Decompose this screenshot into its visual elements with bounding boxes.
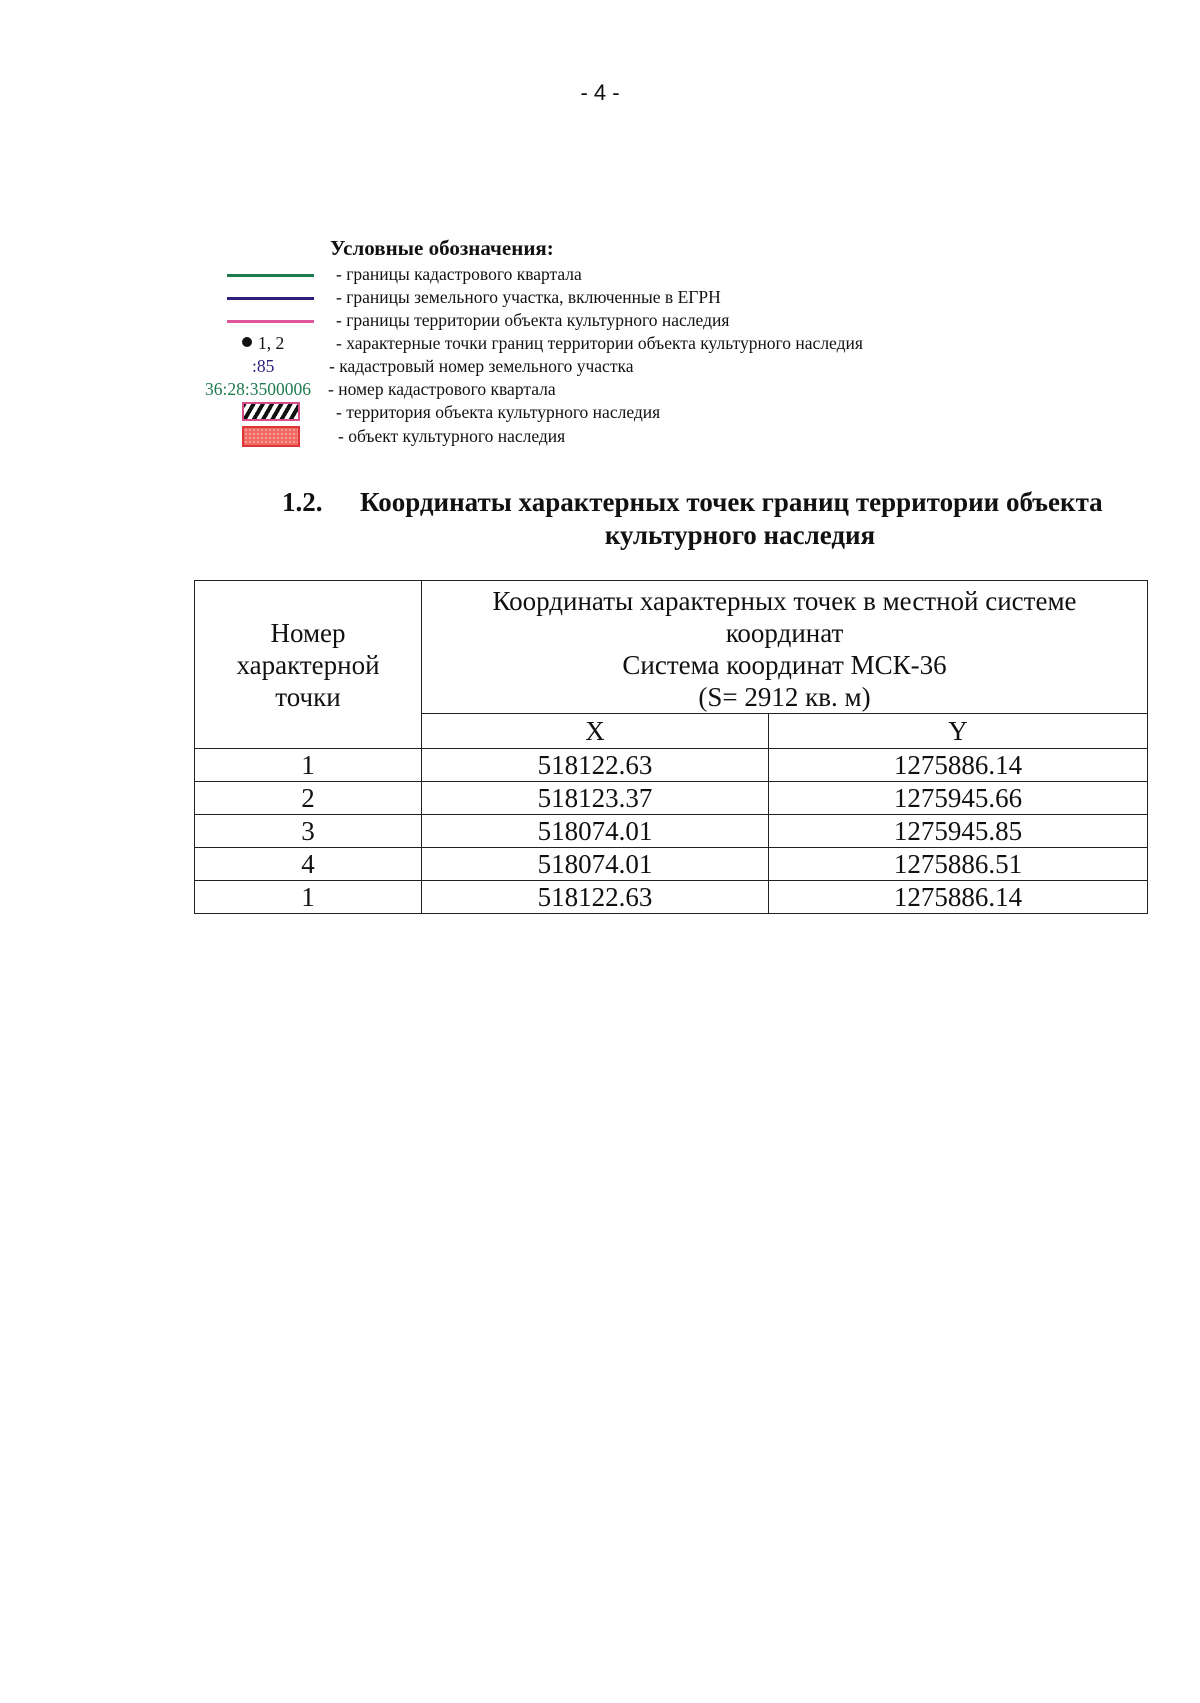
legend-item-heritage-object: - объект культурного наследия: [180, 425, 980, 447]
table-row: [195, 848, 1148, 881]
legend-item-heritage-boundary: - границы территории объекта культурного наследия: [180, 309, 980, 331]
point-number-cell: 1: [195, 749, 422, 782]
y-column-header: Y: [769, 714, 1148, 749]
green-line-icon: [227, 274, 314, 277]
pink-line-icon: [227, 320, 314, 323]
quarter-number-sample: 36:28:3500006: [205, 379, 311, 399]
purple-line-icon: [227, 297, 314, 300]
x-cell: 518123.37: [422, 782, 769, 815]
y-cell: 1275886.14: [769, 881, 1148, 914]
point-number-cell: 2: [195, 782, 422, 815]
legend-title: Условные обозначения:: [330, 236, 554, 260]
legend-item-land-plot: - границы земельного участка, включенные в ЕГРН: [180, 286, 980, 308]
page-number: - 4 -: [580, 80, 620, 105]
section-title-line2: культурного наследия: [604, 520, 876, 550]
point-number-cell: 3: [195, 815, 422, 848]
x-cell: 518122.63: [422, 881, 769, 914]
x-cell: 518074.01: [422, 815, 769, 848]
point-number-header: Номер характерной точки: [195, 581, 422, 749]
table-row: [195, 815, 1148, 848]
y-cell: 1275945.85: [769, 815, 1148, 848]
y-cell: 1275945.66: [769, 782, 1148, 815]
section-number: 1.2.: [282, 487, 323, 517]
section-title-line1: Координаты характерных точек границ территории объекта: [360, 487, 1103, 517]
point-number-cell: 4: [195, 848, 422, 881]
legend-item-quarter-number: 36:28:3500006 - номер кадастрового квартала: [205, 379, 556, 399]
x-column-header: X: [422, 714, 769, 749]
red-fill-icon: [242, 426, 300, 447]
x-cell: 518074.01: [422, 848, 769, 881]
y-cell: 1275886.51: [769, 848, 1148, 881]
legend-item-parcel-number: :85 - кадастровый номер земельного участка: [252, 356, 634, 376]
y-cell: 1275886.14: [769, 749, 1148, 782]
table-row: [195, 782, 1148, 815]
table-row: [195, 881, 1148, 914]
legend-item-points: 1, 2 - характерные точки границ территории объекта культурного наследия: [180, 332, 980, 354]
legend-item-heritage-territory: - территория объекта культурного наследия: [180, 401, 980, 423]
coordinates-header: Координаты характерных точек в местной системе координат Система координат МСК-36 (S= 2912 кв. м): [422, 581, 1148, 714]
coordinates-table: [194, 580, 1148, 914]
parcel-number-sample: :85: [252, 356, 275, 376]
point-number-cell: 1: [195, 881, 422, 914]
point-label: 1, 2: [258, 333, 285, 353]
table-row: [195, 749, 1148, 782]
hatch-pattern-icon: [242, 402, 300, 421]
legend-item-cadastral-quarter: - границы кадастрового квартала: [180, 263, 980, 285]
point-dot-icon: [242, 337, 252, 347]
x-cell: 518122.63: [422, 749, 769, 782]
